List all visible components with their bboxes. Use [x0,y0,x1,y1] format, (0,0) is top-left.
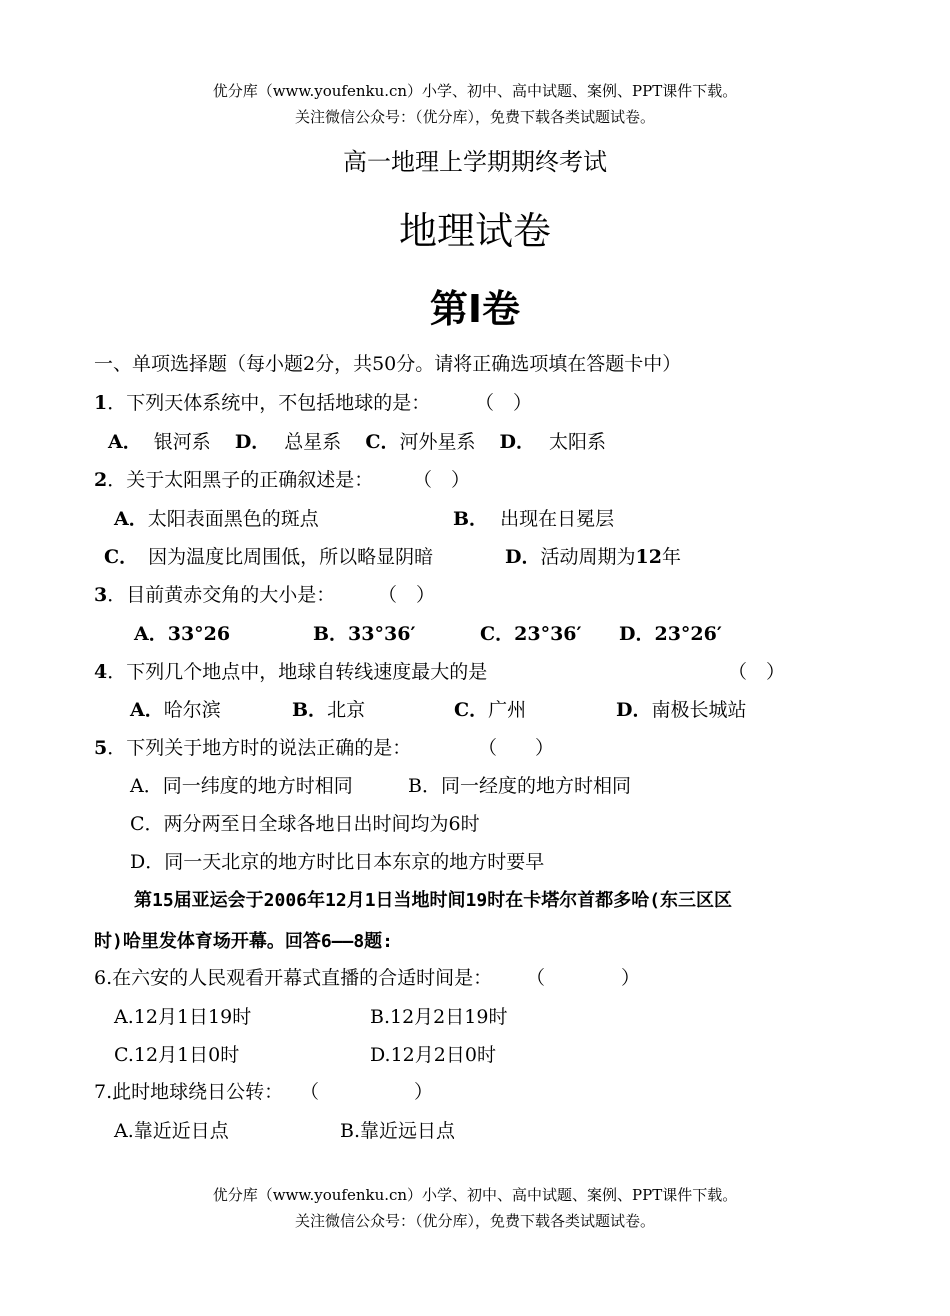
q5-option-b: B．同一经度的地方时相同 [408,775,631,797]
volume-title: 第Ⅰ卷 [429,287,521,331]
option-text: 活动周期为 [540,546,636,568]
option-text: 银河系 [153,431,211,453]
option-label: D． [616,699,652,721]
q4-option-b [292,695,365,722]
option-text: 南极长城站 [651,699,747,721]
exam-title: 高一地理上学期期终考试 [343,148,607,176]
option-number: 12 [635,546,662,568]
answer-paren: （ ） [475,392,533,414]
option-text: 太阳系 [549,431,607,453]
q6-option-c: C.12月1日0时 [114,1044,240,1066]
q3-option-b: B．33°36′ [313,623,416,645]
top-banner-line1: 优分库（www.youfenku.cn）小学、初中、高中试题、案例、PPT课件下载。 [212,82,738,100]
option-text: 河外星系 [399,431,476,453]
answer-paren: （ ） [728,661,786,683]
option-label: D． [499,431,536,453]
q2-option-d [505,542,681,569]
q4-option-a [130,695,221,722]
option-label: C． [365,431,400,453]
passage-line1: 第15届亚运会于2006年12月1日当地时间19时在卡塔尔首都多哈(东三区区 [134,890,733,911]
passage-line2: 时)哈里发体育场开幕。回答6——8题: [94,931,394,952]
question-number: 2 [94,469,108,491]
q2-option-b [453,504,614,531]
q5-option-d: D．同一天北京的地方时比日本东京的地方时要早 [130,851,545,873]
option-text: 总星系 [284,431,342,453]
option-label: D． [505,546,541,568]
q3-option-c: C．23°36′ [480,623,582,645]
question-number: 5 [94,737,108,759]
answer-paren: （ ） [526,967,641,989]
q5-option-c: C．两分两至日全球各地日出时间均为6时 [130,813,480,835]
q3-option-a: A．33°26 [134,623,231,645]
option-text: 广州 [488,699,527,721]
question-5 [94,733,411,760]
q2-option-c [104,542,433,569]
q4-option-c [454,695,526,722]
q7-option-b: B.靠近远日点 [340,1120,456,1142]
question-stem: ．目前黄赤交角的大小是： [107,584,336,606]
option-text: 北京 [327,699,366,721]
option-label: A． [130,699,164,721]
question-3 [94,580,335,607]
q6-option-a: A.12月1日19时 [114,1006,252,1028]
bottom-banner-line1: 优分库（www.youfenku.cn）小学、初中、高中试题、案例、PPT课件下载。 [212,1186,738,1204]
q6-option-d: D.12月2日0时 [370,1044,496,1066]
q2-option-a [114,504,319,531]
option-text: 太阳表面黑色的斑点 [147,508,319,530]
option-label: A． [114,508,148,530]
option-text: 因为温度比周围低，所以略显阴暗 [148,546,434,568]
q5-option-a: A．同一纬度的地方时相同 [130,775,353,797]
option-label: B． [453,508,489,530]
question-1 [94,388,430,415]
question-number: 4 [94,661,108,683]
option-label: D． [234,431,271,453]
q3-option-d: D．23°26′ [619,623,722,645]
option-unit: 年 [661,546,681,568]
paper-title: 地理试卷 [398,209,551,253]
answer-paren: （ ） [300,1081,434,1103]
top-banner-line2: 关注微信公众号：（优分库），免费下载各类试题试卷。 [294,108,655,126]
bottom-banner-line2: 关注微信公众号：（优分库），免费下载各类试题试卷。 [294,1212,655,1230]
answer-paren: （ ） [478,737,555,759]
option-label: C． [104,546,139,568]
answer-paren: （ ） [378,584,436,606]
question-stem: ．下列几个地点中，地球自转线速度最大的是 [107,661,488,683]
question-number: 3 [94,584,108,606]
question-6: 6.在六安的人民观看开幕式直播的合适时间是： [94,967,493,989]
option-label: B． [292,699,328,721]
q4-option-d [616,695,747,722]
question-2 [94,465,373,492]
option-text: 哈尔滨 [163,699,221,721]
option-text: 出现在日冕层 [500,508,615,530]
question-4 [94,657,487,684]
section-heading: 一、单项选择题（每小题2分，共50分。请将正确选项填在答题卡中） [94,353,682,375]
q1-options [108,427,606,454]
question-stem: ．关于太阳黑子的正确叙述是： [107,469,374,491]
q6-option-b: B.12月2日19时 [370,1006,508,1028]
option-label: A． [108,431,142,453]
question-stem: ．下列关于地方时的说法正确的是： [107,737,412,759]
option-label: C． [454,699,489,721]
q7-option-a: A.靠近近日点 [114,1120,229,1142]
question-stem: ．下列天体系统中，不包括地球的是： [107,392,431,414]
answer-paren: （ ） [413,469,471,491]
question-number: 1 [94,392,108,414]
question-7: 7.此时地球绕日公转： [94,1081,284,1103]
